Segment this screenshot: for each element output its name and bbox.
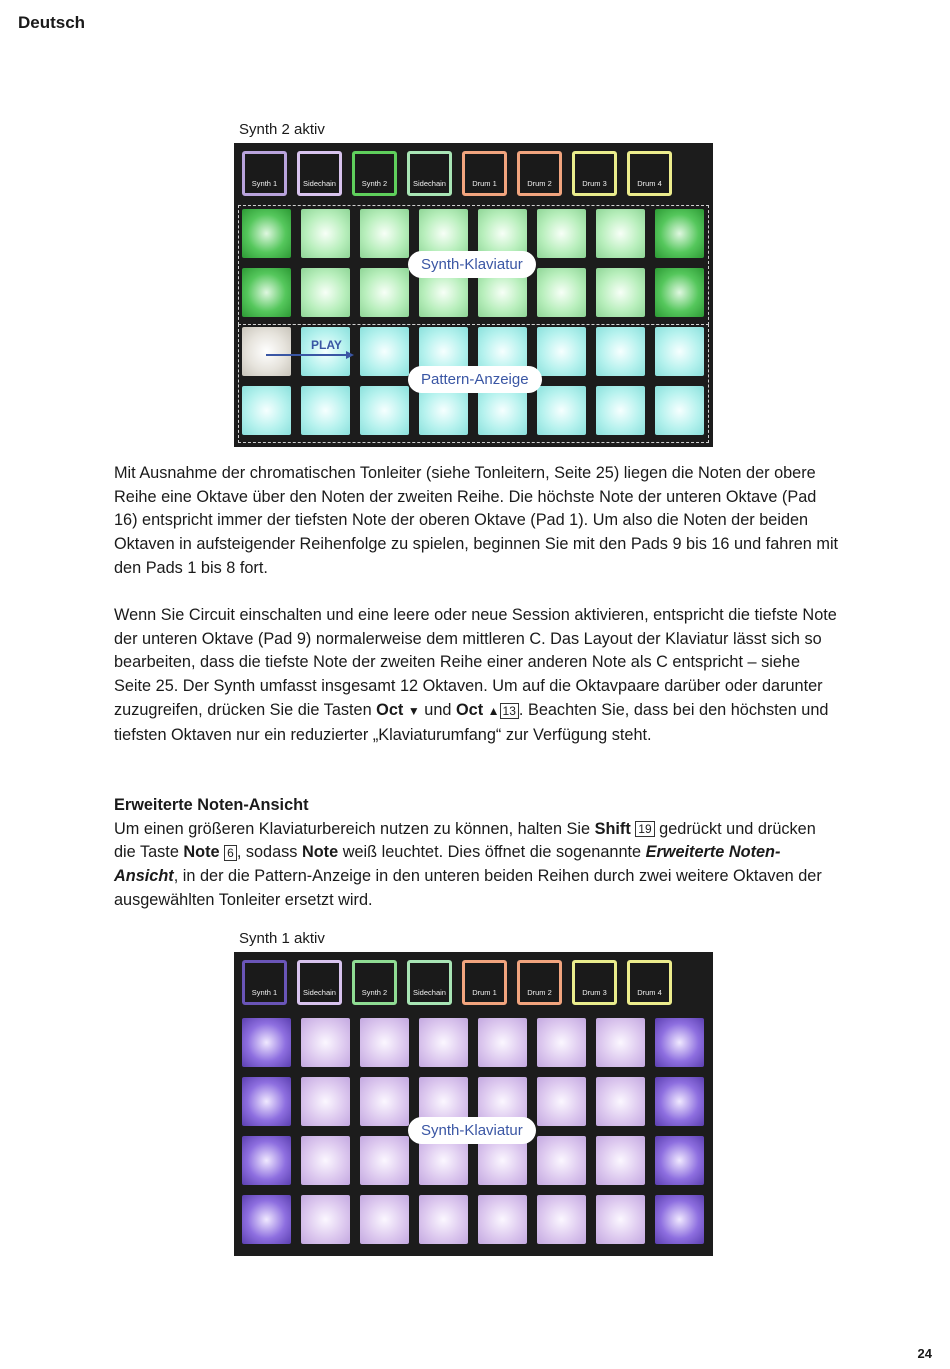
top-pad [407,151,452,196]
grid-pad [242,268,291,317]
section-title: Erweiterte Noten-Ansicht [114,796,309,814]
top-pad [352,151,397,196]
grid-pad [596,327,645,376]
top-pad-label: Sidechain [413,179,446,188]
grid-pad [537,1018,586,1067]
top-pad-label: Sidechain [413,988,446,997]
triangle-down-icon: ▼ [407,703,420,718]
grid-pad [655,1077,704,1126]
play-arrow-icon [266,350,354,360]
grid-pad [537,1077,586,1126]
pad-grid [242,209,704,435]
top-pad-label: Drum 1 [472,179,497,188]
paragraph-3: Erweiterte Noten-Ansicht Um einen größeren Klaviaturbereich nutzen zu können, halten Sie Shift 19 gedrückt und drücken die Taste Note 6 , sodass Note weiß leuchtet. Dies öffnet die sogenannte Erweiterte Noten-Ansicht, in der die Pattern-Anzeige in den unteren beiden Reihen durch zwei weitere Oktaven der ausgewählten Tonleiter ersetzt wird. [114,796,822,909]
grid-pad [478,1018,527,1067]
oct-up-key: Oct [455,700,484,719]
paragraph-1: Mit Ausnahme der chromatischen Tonleiter (siehe Tonleitern, Seite 25) liegen die Noten der obere Reihe eine Oktave über den Noten der zweiten Reihe. Die höchste Note der unteren Oktave (Pad 16) entspricht immer der tiefsten Note der oberen Oktave (Pad 1). Um also die Noten der beiden Oktaven in aufsteigender Reihenfolge zu spielen, beginnen Sie mit den Pads 9 bis 16 und fahren mit den Pads 1 bis 8 fort. [114,464,839,577]
page-header: Deutsch [18,13,86,32]
grid-pad [655,209,704,258]
grid-pad [360,209,409,258]
grid-pad [655,1136,704,1185]
grid-pad [360,1136,409,1185]
top-pad [627,151,672,196]
grid-pad [360,1195,409,1244]
circuit-grid-synth2 [234,143,713,447]
page-number: 24 [917,1346,932,1361]
grid-pad [537,209,586,258]
grid-pad [419,1195,468,1244]
top-pad-row [242,960,672,1005]
grid-pad [242,1195,291,1244]
figure-1-caption: Synth 2 aktiv [239,121,325,138]
grid-pad [301,1136,350,1185]
top-pad [572,960,617,1005]
figure-2-caption: Synth 1 aktiv [239,930,325,947]
grid-pad [419,386,468,435]
oct-down-key: Oct [376,700,404,719]
top-pad [462,151,507,196]
grid-pad [478,386,527,435]
grid-pad [301,1195,350,1244]
top-pad [517,960,562,1005]
top-pad [297,151,342,196]
top-pad-label: Sidechain [303,179,336,188]
grid-pad [242,1018,291,1067]
circuit-grid-synth1 [234,952,713,1256]
top-pad [297,960,342,1005]
top-pad [572,151,617,196]
grid-pad [596,386,645,435]
top-pad-label: Synth 2 [361,179,388,188]
grid-pad [655,268,704,317]
grid-pad [301,268,350,317]
grid-pad [537,386,586,435]
top-pad [407,960,452,1005]
top-pad-label: Synth 1 [251,988,278,997]
triangle-up-icon: ▲ [487,703,500,718]
grid-pad [301,386,350,435]
emphasis-term: Erweiterte Noten-Ansicht [114,843,781,886]
top-pad [242,151,287,196]
grid-pad [478,1195,527,1244]
top-pad [627,960,672,1005]
key-number-6: 6 [224,845,237,861]
top-pad-label: Drum 4 [637,179,662,188]
grid-pad [301,1018,350,1067]
play-label: PLAY [311,338,342,352]
grid-pad [242,1136,291,1185]
top-pad-label: Synth 2 [361,988,388,997]
top-pad [242,960,287,1005]
grid-pad [655,1018,704,1067]
grid-pad [596,268,645,317]
top-pad [517,151,562,196]
top-pad-label: Sidechain [303,988,336,997]
grid-pad [596,1136,645,1185]
pattern-display-bubble: Pattern-Anzeige [408,366,542,393]
top-pad-label: Drum 3 [582,988,607,997]
top-pad-label: Drum 2 [527,988,552,997]
top-pad [352,960,397,1005]
grid-pad [655,1195,704,1244]
grid-pad [596,209,645,258]
key-number-19: 19 [635,821,654,837]
grid-pad [655,327,704,376]
grid-pad [655,386,704,435]
top-pad-row [242,151,672,196]
grid-pad [242,209,291,258]
grid-pad [596,1077,645,1126]
grid-pad [360,386,409,435]
paragraph-2: Wenn Sie Circuit einschalten und eine leere oder neue Session aktivieren, entspricht die tiefste Note der unteren Oktave (Pad 9) normalerweise dem mittleren C. Das Layout der Klaviatur lässt sich so bearbeiten, dass die tiefste Note der zweiten Reihe einer anderen Note als C entspricht – siehe Seite 25. Der Synth umfasst insgesamt 12 Oktaven. Um auf die Oktavpaare darüber oder darunter zuzugreifen, drücken Sie die Tasten Oct ▼ und Oct ▲ 13 . Beachten Sie, dass bei den höchsten und tiefsten Oktaven nur ein reduzierter „Klaviaturumfang“ zur Verfügung steht. [114,606,837,744]
grid-pad [537,1136,586,1185]
grid-pad [360,327,409,376]
grid-pad [596,1195,645,1244]
grid-pad [596,1018,645,1067]
key-number-13: 13 [500,703,519,719]
grid-pad [537,327,586,376]
top-pad-label: Drum 3 [582,179,607,188]
synth-keyboard-bubble: Synth-Klaviatur [408,1117,536,1144]
grid-pad [242,1077,291,1126]
top-pad-label: Drum 4 [637,988,662,997]
grid-pad [419,1018,468,1067]
synth-keyboard-bubble: Synth-Klaviatur [408,251,536,278]
top-pad [462,960,507,1005]
grid-pad [301,209,350,258]
top-pad-label: Drum 1 [472,988,497,997]
grid-pad [360,1077,409,1126]
grid-pad [360,1018,409,1067]
grid-pad [301,1077,350,1126]
top-pad-label: Drum 2 [527,179,552,188]
grid-pad [537,268,586,317]
grid-pad [242,386,291,435]
grid-pad [537,1195,586,1244]
grid-pad [360,268,409,317]
top-pad-label: Synth 1 [251,179,278,188]
